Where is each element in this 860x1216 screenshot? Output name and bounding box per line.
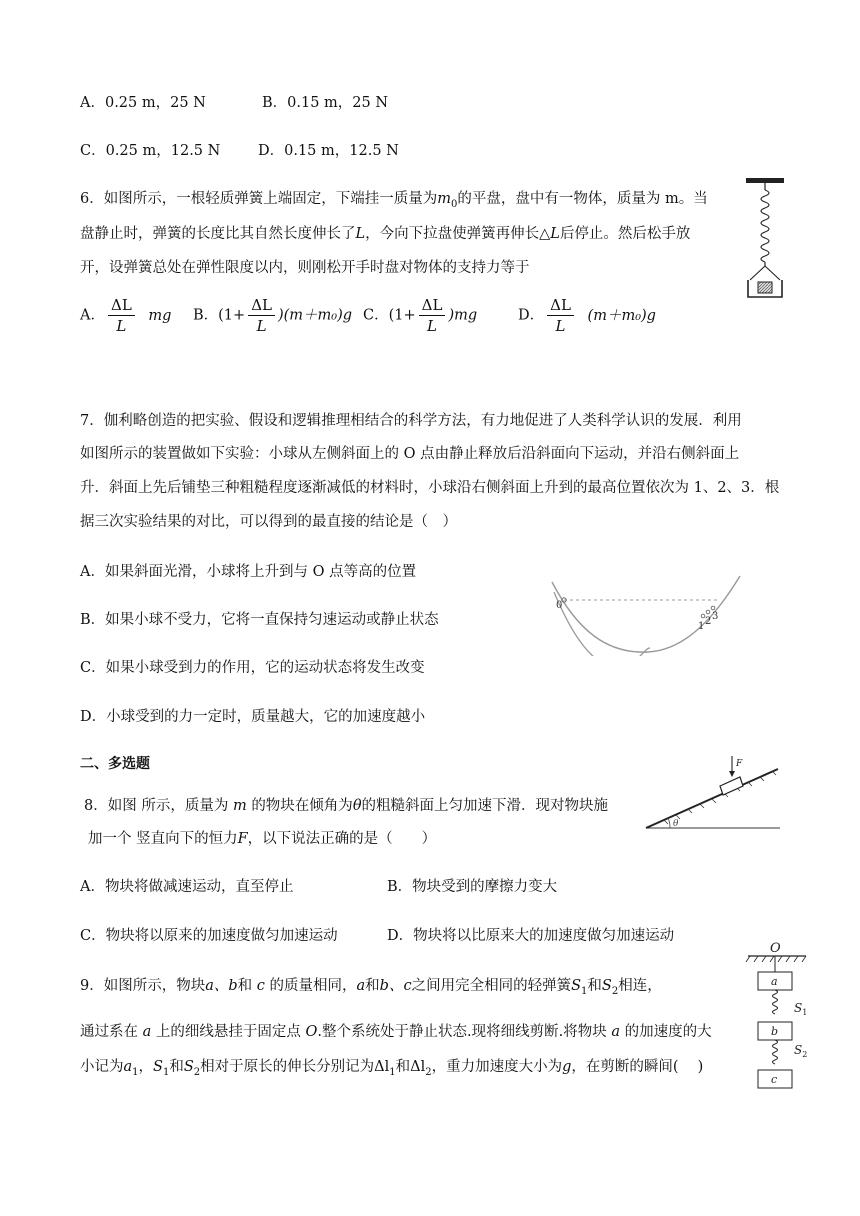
q7-line3: 升．斜面上先后铺垫三种粗糙程度逐渐减低的材料时，小球沿右侧斜面上升到的最高位置依次为 1、2、3．根	[80, 480, 780, 496]
q6-fraction: $\frac{\Delta L}{L}$	[248, 295, 275, 336]
svg-text:b: b	[771, 1025, 779, 1038]
label-theta: θ	[673, 819, 679, 829]
q8-option-a: A．物块将做减速运动，直至停止	[80, 879, 294, 895]
block	[720, 777, 743, 795]
label-f: F	[736, 759, 743, 769]
q6-option-d: D． $\frac{\Delta L}{L}$ (m＋m₀)g	[518, 296, 656, 335]
q6-spring-figure	[744, 176, 786, 306]
q8-option-b: B．物块受到的摩擦力变大	[387, 879, 558, 895]
spring-s2	[773, 1040, 778, 1064]
q7-option-a: A．如果斜面光滑，小球将上升到与 O 点等高的位置	[80, 564, 417, 580]
q9-line2: 通过系在 a 上的细线悬挂于固定点 O.整个系统处于静止状态.现将细线剪断.将物块 a 的加速度的大	[80, 1024, 712, 1040]
q6-line1: 6．如图所示，一根轻质弹簧上端固定，下端挂一质量为$m_0$的平盘，盘中有一物体，质量为 m。当	[80, 191, 708, 210]
q9-blocks-figure	[742, 940, 828, 1092]
q6-fraction: $\frac{\Delta L}{L}$	[108, 295, 135, 336]
label-2: 2	[705, 616, 712, 627]
q7-option-d: D．小球受到的力一定时，质量越大，它的加速度越小	[80, 709, 426, 725]
q6-fraction: $\frac{\Delta L}{L}$	[419, 295, 446, 336]
spring-s1	[773, 990, 778, 1014]
q9-line1: 9．如图所示，物块a、b和 c 的质量相同，a和b、c之间用完全相同的轻弹簧$S_1$和$S_2$相连，	[80, 978, 662, 997]
q7-line4: 据三次实验结果的对比，可以得到的最直接的结论是（ ）	[80, 514, 457, 530]
label-3: 3	[712, 611, 719, 622]
q5-option-c: C．0.25 m，12.5 N	[80, 143, 221, 159]
q7-line1: 7．伽利略创造的把实验、假设和逻辑推理相结合的科学方法，有力地促进了人类科学认识的发展．利用	[80, 413, 742, 429]
q7-track-figure	[548, 572, 744, 656]
ceiling-bar	[746, 178, 784, 183]
q6-option-a: A． $\frac{\Delta L}{L}$ mg	[80, 296, 172, 335]
q5-option-b: B．0.15 m，25 N	[262, 95, 389, 111]
q5-option-d: D．0.15 m，12.5 N	[258, 143, 399, 159]
q8-option-d: D．物块将以比原来大的加速度做匀加速运动	[387, 928, 675, 944]
q6-option-c: C．(1+ $\frac{\Delta L}{L}$ )mg	[363, 296, 478, 335]
q8-option-c: C．物块将以原来的加速度做匀加速运动	[80, 928, 338, 944]
svg-text:c: c	[771, 1073, 778, 1086]
q6-fraction: $\frac{\Delta L}{L}$	[547, 295, 574, 336]
incline-line	[646, 769, 778, 828]
q7-option-c: C．如果小球受到力的作用，它的运动状态将发生改变	[80, 660, 425, 676]
q6-line3: 开，设弹簧总处在弹性限度以内，则刚松开手时盘对物体的支持力等于	[80, 260, 530, 276]
label-o: O	[770, 941, 781, 956]
track-curve	[554, 592, 650, 656]
q5-option-a: A．0.25 m，25 N	[80, 95, 206, 111]
q7-option-b: B．如果小球不受力，它将一直保持匀速运动或静止状态	[80, 612, 439, 628]
q8-line2: 加一个 竖直向下的恒力F，以下说法正确的是（ ）	[88, 831, 437, 847]
q8-incline-figure	[644, 752, 784, 834]
block	[758, 282, 772, 293]
q9-line3: 小记为$a_1$，$S_1$和$S_2$相对于原长的伸长分别记为$\Delta l_1$和$\Delta l_2$，重力加速度大小为g，在剪断的瞬间( )	[80, 1059, 704, 1078]
q6-option-b: B．(1+ $\frac{\Delta L}{L}$ )(m＋m₀)g	[193, 296, 353, 335]
section-multiple-choice: 二、多选题	[80, 756, 150, 772]
label-s2: $S_2$	[794, 1043, 808, 1059]
label-s1: $S_1$	[794, 1001, 808, 1017]
label-1: 1	[698, 621, 705, 632]
q8-line1: 8．如图 所示，质量为 m 的物块在倾角为θ的粗糙斜面上匀加速下滑．现对物块施	[84, 798, 609, 814]
label-o: 0	[556, 600, 563, 611]
q7-line2: 如图所示的装置做如下实验：小球从左侧斜面上的 O 点由静止释放后沿斜面向下运动，并沿右侧斜面上	[80, 446, 740, 462]
spring-coil	[761, 190, 769, 262]
svg-text:a: a	[771, 975, 778, 988]
q6-line2: 盘静止时，弹簧的长度比其自然长度伸长了L，今向下拉盘使弹簧再伸长△L后停止。然后松手放	[80, 226, 691, 242]
